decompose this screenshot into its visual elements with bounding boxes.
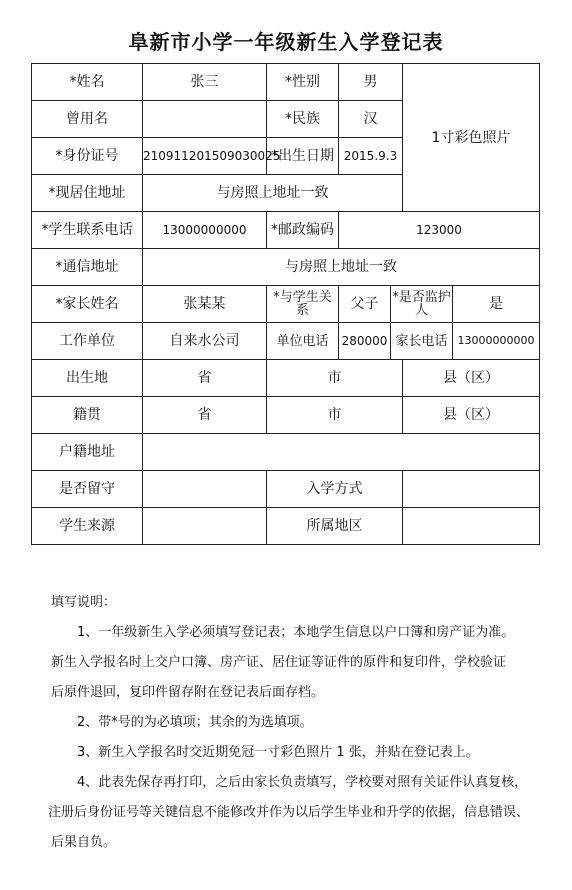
birth-label: *出生日期 (267, 138, 339, 175)
guardian-label: *是否监护人 (391, 286, 453, 323)
address-label: *现居住地址 (32, 175, 143, 212)
source-label: 学生来源 (32, 508, 143, 545)
birthplace-label: 出生地 (32, 360, 143, 397)
parent-label: *家长姓名 (32, 286, 143, 323)
work-phone-value[interactable]: 280000 (339, 323, 391, 360)
ethnicity-value[interactable]: 汉 (339, 101, 403, 138)
mail-value[interactable]: 与房照上地址一致 (143, 249, 540, 286)
note-1-line-3: 后原件退回，复印件留存附在登记表后面存档。 (51, 685, 325, 700)
parent-phone-label: 家长电话 (391, 323, 453, 360)
admission-value[interactable] (403, 471, 540, 508)
former-name-label: 曾用名 (32, 101, 143, 138)
gender-value[interactable]: 男 (339, 64, 403, 101)
instructions (48, 588, 531, 858)
area-value[interactable] (403, 508, 540, 545)
name-label: *姓名 (32, 64, 143, 101)
former-name-value[interactable] (143, 101, 267, 138)
parent-phone-value[interactable]: 13000000000 (453, 323, 540, 360)
name-value[interactable]: 张三 (143, 64, 267, 101)
note-4-line-1: 4、此表先保存再打印，之后由家长负责填写，学校要对照有关证件认真复核， (77, 775, 528, 790)
id-label: *身份证号 (32, 138, 143, 175)
note-4-line-2: 注册后身份证号等关键信息不能修改并作为以后学生毕业和升学的依据，信息错误、 (48, 805, 530, 820)
page-title: 阜新市小学一年级新生入学登记表 (128, 30, 444, 54)
left-behind-value[interactable] (143, 471, 267, 508)
household-value[interactable] (143, 434, 540, 471)
gender-label: *性别 (267, 64, 339, 101)
postal-label: *邮政编码 (267, 212, 339, 249)
birthplace-province[interactable]: 省 (143, 360, 267, 397)
birthplace-city[interactable]: 市 (267, 360, 403, 397)
native-province[interactable]: 省 (143, 397, 267, 434)
id-value[interactable]: 210911201509030025 (143, 138, 267, 175)
phone-value[interactable]: 13000000000 (143, 212, 267, 249)
guardian-value[interactable]: 是 (453, 286, 540, 323)
left-behind-label: 是否留守 (32, 471, 143, 508)
household-label: 户籍地址 (32, 434, 143, 471)
work-phone-label: 单位电话 (267, 323, 339, 360)
address-value[interactable]: 与房照上地址一致 (143, 175, 403, 212)
work-label: 工作单位 (32, 323, 143, 360)
relation-label: *与学生关系 (267, 286, 339, 323)
note-4-line-3: 后果自负。 (51, 835, 117, 850)
mail-label: *通信地址 (32, 249, 143, 286)
birthplace-county[interactable]: 县（区） (403, 360, 540, 397)
native-county[interactable]: 县（区） (403, 397, 540, 434)
ethnicity-label: *民族 (267, 101, 339, 138)
note-1-line-1: 1、一年级新生入学必须填写登记表；本地学生信息以户口簿和房产证为准。 (77, 625, 515, 640)
note-3: 3、新生入学报名时交近期免冠一寸彩色照片 1 张，并贴在登记表上。 (77, 745, 479, 760)
area-label: 所属地区 (267, 508, 403, 545)
registration-form-table (31, 63, 540, 545)
note-2: 2、带*号的为必填项；其余的为选填项。 (77, 715, 313, 730)
phone-label: *学生联系电话 (32, 212, 143, 249)
parent-value[interactable]: 张某某 (143, 286, 267, 323)
source-value[interactable] (143, 508, 267, 545)
native-label: 籍贯 (32, 397, 143, 434)
birth-value[interactable]: 2015.9.3 (339, 138, 403, 175)
admission-label: 入学方式 (267, 471, 403, 508)
photo-box[interactable]: 1寸彩色照片 (403, 64, 540, 212)
native-city[interactable]: 市 (267, 397, 403, 434)
work-value[interactable]: 自来水公司 (143, 323, 267, 360)
postal-value[interactable]: 123000 (339, 212, 540, 249)
instructions-heading: 填写说明： (51, 595, 117, 610)
note-1-line-2: 新生入学报名时上交户口簿、房产证、居住证等证件的原件和复印件，学校验证 (51, 655, 507, 670)
relation-value[interactable]: 父子 (339, 286, 391, 323)
